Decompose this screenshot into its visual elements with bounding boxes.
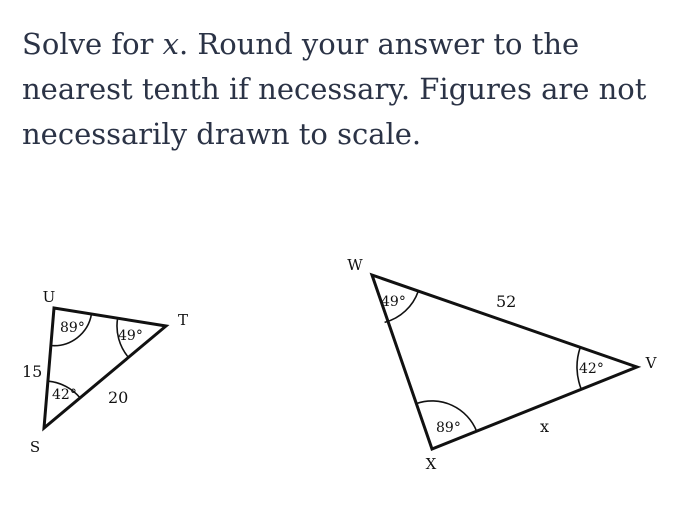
side-label-wv: 52 xyxy=(496,292,517,311)
angle-label-v: 42° xyxy=(579,361,604,377)
question-suffix: . Round your answer to the nearest tenth if necessary. Figures are not necessarily drawn to scale. xyxy=(22,27,647,151)
side-label-us: 15 xyxy=(22,362,43,381)
left-triangle xyxy=(22,288,188,456)
question-variable: x xyxy=(162,27,179,61)
question-prefix: Solve for xyxy=(22,27,163,61)
angle-label-s: 42° xyxy=(52,387,77,403)
vertex-label-s: S xyxy=(29,438,41,456)
angle-label-x: 89° xyxy=(436,420,461,436)
vertex-label-x: X xyxy=(425,455,437,473)
vertex-label-u: U xyxy=(42,288,56,306)
vertex-label-w: W xyxy=(347,256,363,274)
side-label-st: 20 xyxy=(108,388,129,407)
right-triangle xyxy=(347,256,657,473)
angle-label-t: 49° xyxy=(118,328,143,344)
side-label-xv: x xyxy=(540,417,550,436)
vertex-label-t: T xyxy=(177,311,189,329)
angle-label-w: 49° xyxy=(381,294,406,310)
angle-label-u: 89° xyxy=(60,320,85,336)
vertex-label-v: V xyxy=(645,354,657,372)
